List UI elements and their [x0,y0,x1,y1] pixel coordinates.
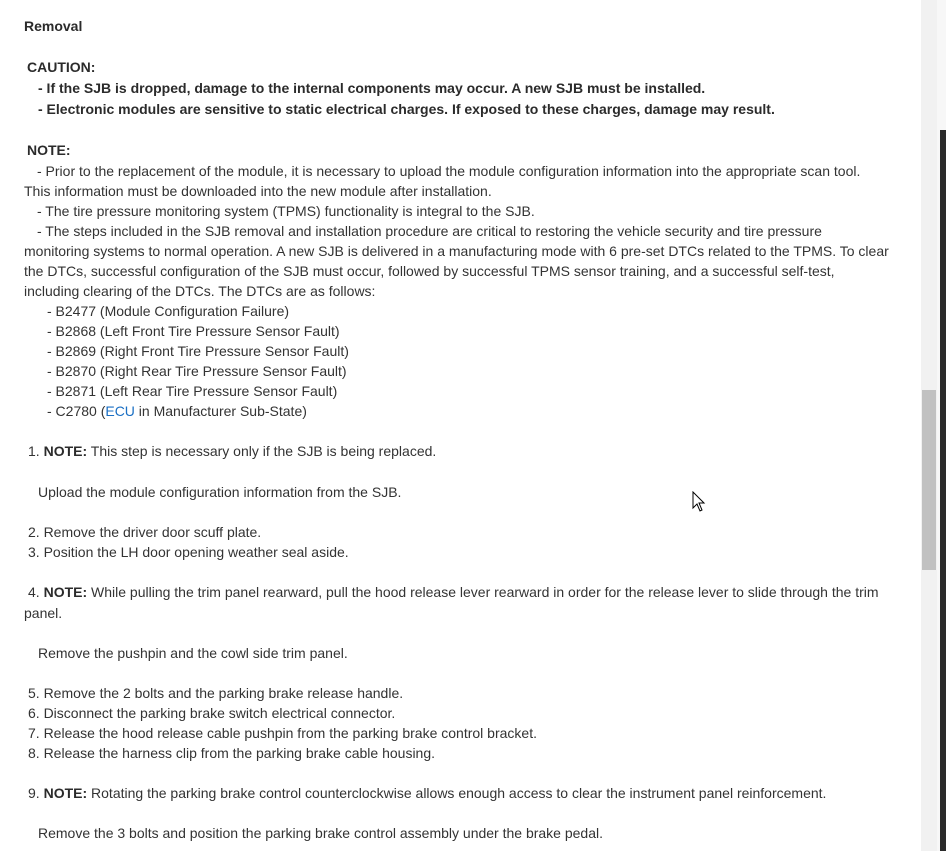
document-body [24,0,904,851]
step-1-text: Upload the module configuration information from the SJB. [38,484,402,500]
dtc-item [47,401,307,421]
step-6: 6. Disconnect the parking brake switch electrical connector. [28,705,396,721]
caution-item: - If the SJB is dropped, damage to the internal components may occur. A new SJB must be installed. [38,80,706,96]
note-paragraph: - The tire pressure monitoring system (TPMS) functionality is integral to the SJB. [37,203,535,219]
dtc-item: - B2870 (Right Rear Tire Pressure Sensor Fault) [47,363,347,379]
step-number: 9. [28,785,44,801]
step-7: 7. Release the hood release cable pushpin from the parking brake control bracket. [28,725,537,741]
dtc-item: - B2871 (Left Rear Tire Pressure Sensor Fault) [47,383,338,399]
note-paragraph: - Prior to the replacement of the module, it is necessary to upload the module configuration information into the appropriate scan tool. [37,163,861,179]
step-4-text: Remove the pushpin and the cowl side trim panel. [38,645,348,661]
ecu-link[interactable]: ECU [105,403,135,419]
note-paragraph: - The steps included in the SJB removal and installation procedure are critical to restoring the vehicle security and tire pressure [37,223,822,239]
dtc-text: in Manufacturer Sub-State) [134,403,307,419]
mouse-cursor-icon [692,491,706,513]
note-paragraph: including clearing of the DTCs. The DTCs are as follows: [24,283,376,299]
outer-scrollbar[interactable] [940,130,946,851]
note-paragraph: This information must be downloaded into the new module after installation. [24,183,492,199]
note-label: NOTE: [43,584,88,600]
step-4-note [28,582,879,602]
dtc-item: - B2869 (Right Front Tire Pressure Sensor Fault) [47,343,349,359]
step-number: 4. [28,584,44,600]
section-title: Removal [24,18,83,34]
step-9-note [28,783,826,803]
step-8: 8. Release the harness clip from the parking brake cable housing. [28,745,436,761]
dtc-text: - C2780 ( [47,403,106,419]
dtc-item: - B2477 (Module Configuration Failure) [47,303,290,319]
note-text: While pulling the trim panel rearward, pull the hood release lever rearward in order for the release lever to slide through the trim [87,584,879,600]
step-number: 1. [28,443,44,459]
step-9-text: Remove the 3 bolts and position the parking brake control assembly under the brake pedal. [38,825,604,841]
step-4-note-cont: panel. [24,605,63,621]
step-2: 2. Remove the driver door scuff plate. [28,524,262,540]
note-label: NOTE: [27,142,71,158]
note-label: NOTE: [43,443,88,459]
note-label: NOTE: [43,785,88,801]
caution-label: CAUTION: [27,59,96,75]
step-5: 5. Remove the 2 bolts and the parking brake release handle. [28,685,404,701]
step-3: 3. Position the LH door opening weather seal aside. [28,544,349,560]
note-paragraph: monitoring systems to normal operation. A new SJB is delivered in a manufacturing mode with 6 pre-set DTCs related to the TPMS. To clear [24,243,889,259]
dtc-item: - B2868 (Left Front Tire Pressure Sensor Fault) [47,323,340,339]
note-paragraph: the DTCs, successful configuration of the SJB must occur, followed by successful TPMS sensor training, and a successful self-test, [24,263,835,279]
step-1-note [28,441,436,461]
caution-item: - Electronic modules are sensitive to static electrical charges. If exposed to these charges, damage may result. [38,101,775,117]
note-text: This step is necessary only if the SJB is being replaced. [87,443,437,459]
note-text: Rotating the parking brake control counterclockwise allows enough access to clear the instrument panel reinforcement. [87,785,827,801]
scrollbar-thumb[interactable] [922,390,936,570]
